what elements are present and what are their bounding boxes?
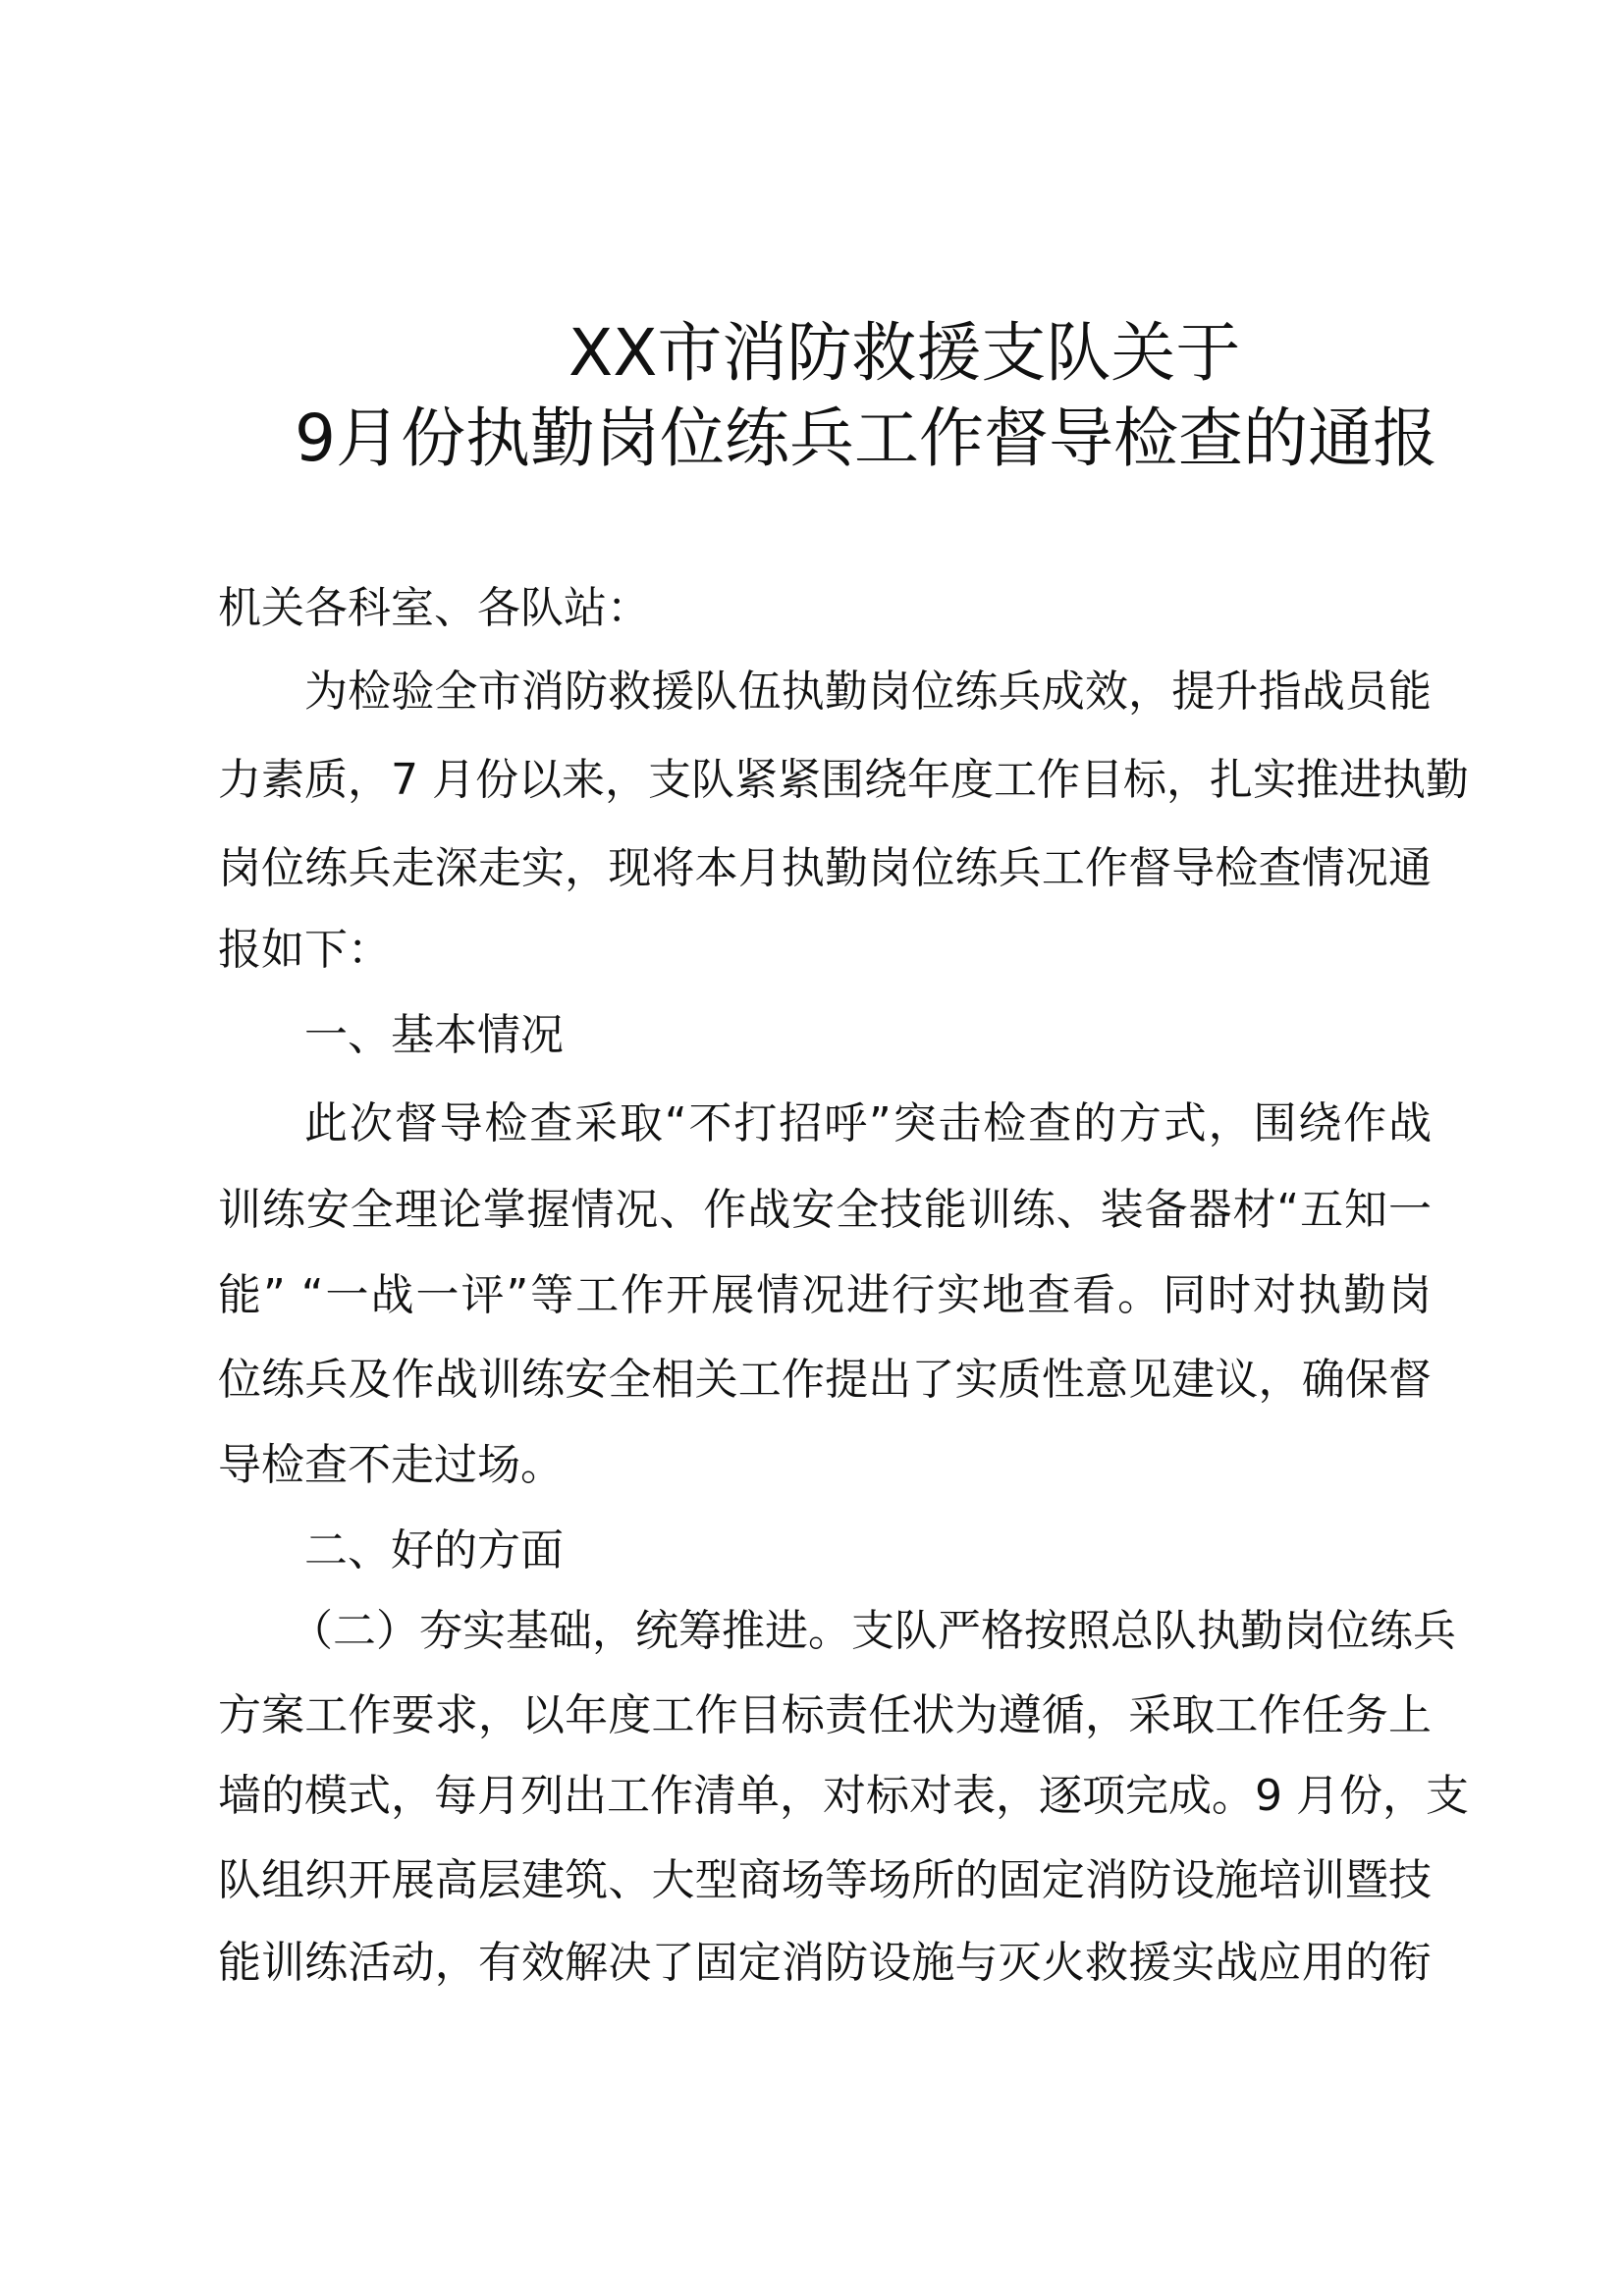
text-line: （二）夯实基础，统筹推进。支队严格按照总队执勤岗位练兵 — [290, 1606, 1456, 1656]
text-line: 此次督导检查采取“不打招呼”突击检查的方式，围绕作战 — [304, 1098, 1432, 1148]
text-line: 能” “一战一评”等工作开展情况进行实地查看。同时对执勤岗 — [218, 1270, 1432, 1320]
text-line: 力素质，7 月份以来，支队紧紧围绕年度工作目标，扎实推进执勤 — [218, 755, 1469, 805]
text-line: 能训练活动，有效解决了固定消防设施与灭火救援实战应用的衔 — [218, 1938, 1432, 1988]
section-heading-1: 一、基本情况 — [304, 1010, 564, 1060]
text-line: 报如下： — [218, 925, 391, 975]
text-line: 为检验全市消防救援队伍执勤岗位练兵成效，提升指战员能 — [304, 667, 1432, 717]
title-line-2: 9月份执勤岗位练兵工作督导检查的通报 — [295, 400, 1437, 476]
salutation: 机关各科室、各队站： — [218, 583, 650, 633]
text-line: 方案工作要求，以年度工作目标责任状为遵循，采取工作任务上 — [218, 1690, 1432, 1740]
text-line: 队组织开展高层建筑、大型商场等场所的固定消防设施培训暨技 — [218, 1855, 1432, 1905]
text-line: 导检查不走过场。 — [218, 1440, 564, 1490]
text-line: 训练安全理论掌握情况、作战安全技能训练、装备器材“五知一 — [218, 1185, 1432, 1235]
text-line: 岗位练兵走深走实，现将本月执勤岗位练兵工作督导检查情况通 — [218, 843, 1432, 893]
section-heading-2: 二、好的方面 — [304, 1525, 564, 1575]
text-line: 位练兵及作战训练安全相关工作提出了实质性意见建议，确保督 — [218, 1355, 1432, 1405]
title-line-1: XX市消防救援支队关于 — [568, 315, 1241, 391]
text-line: 墙的模式，每月列出工作清单，对标对表，逐项完成。9 月份，支 — [218, 1771, 1469, 1821]
